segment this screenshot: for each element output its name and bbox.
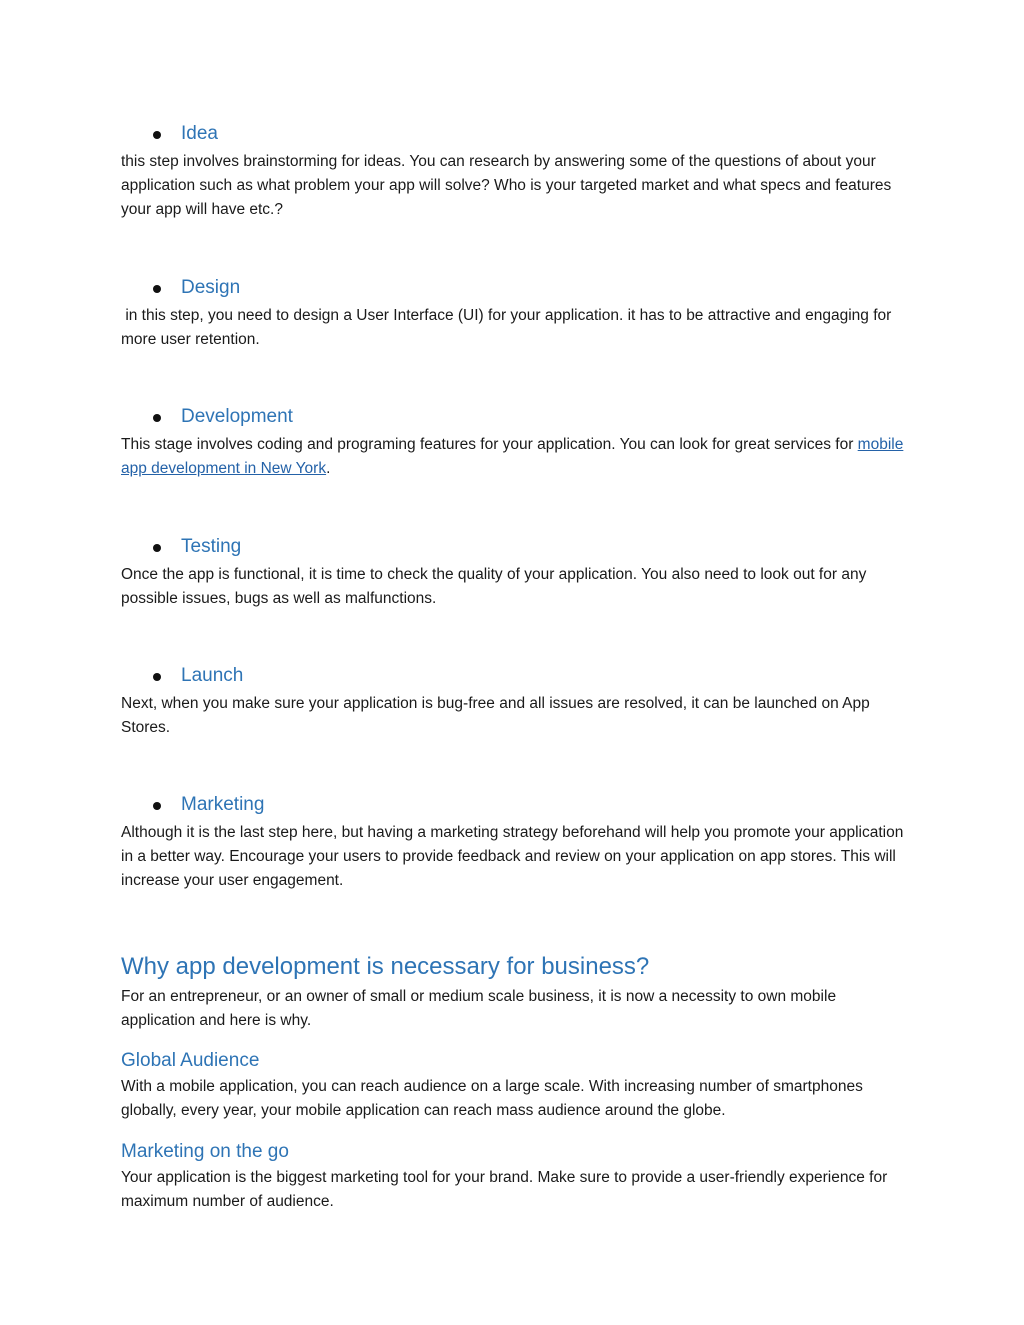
step-title: Launch — [181, 665, 244, 686]
step-testing — [121, 535, 911, 611]
step-title: Testing — [181, 536, 242, 557]
bullet-icon — [153, 285, 161, 293]
section-heading-why: Why app development is necessary for business? — [121, 953, 650, 980]
step-description: Once the app is functional, it is time to check the quality of your application. You also need to look out for any possible issues, bugs as well as malfunctions. — [121, 566, 867, 607]
subsection-global-audience — [121, 1049, 911, 1123]
step-title: Development — [181, 406, 293, 427]
bullet-icon — [153, 802, 161, 810]
why-intro — [121, 985, 911, 1033]
step-description: this step involves brainstorming for ideas. You can research by answering some of the questions of about your application such as what problem your app will solve? Who is your targeted market and what specs and features your app will have etc.? — [121, 153, 892, 218]
bullet-icon — [153, 544, 161, 552]
step-description — [121, 433, 911, 481]
subsection-marketing-on-the-go — [121, 1140, 911, 1214]
step-design — [121, 276, 911, 352]
step-description-end: . — [326, 460, 331, 477]
bullet-icon — [153, 673, 161, 681]
subsection-text: Your application is the biggest marketing tool for your brand. Make sure to provide a user-friendly experience for maximum number of audience. — [121, 1169, 888, 1210]
step-description: Next, when you make sure your application is bug-free and all issues are resolved, it can be launched on App Stores. — [121, 695, 870, 736]
subsection-heading: Global Audience — [121, 1050, 260, 1071]
step-launch — [121, 664, 911, 740]
step-title: Design — [181, 277, 241, 298]
subsection-text: With a mobile application, you can reach audience on a large scale. With increasing number of smartphones globally, every year, your mobile application can reach mass audience around the globe. — [121, 1078, 863, 1119]
bullet-icon — [153, 131, 161, 139]
step-description: in this step, you need to design a User Interface (UI) for your application. it has to be attractive and engaging for more user retention. — [121, 307, 896, 348]
step-heading — [121, 664, 911, 692]
step-heading — [121, 793, 911, 821]
step-description-text: This stage involves coding and programing features for your application. You can look for great services for — [121, 436, 858, 453]
why-intro-text: For an entrepreneur, or an owner of small or medium scale business, it is now a necessity to own mobile application and here is why. — [121, 988, 837, 1029]
step-idea — [121, 122, 911, 222]
step-heading — [121, 535, 911, 563]
step-marketing — [121, 793, 911, 893]
step-description: Although it is the last step here, but having a marketing strategy beforehand will help you promote your application in a better way. Encourage your users to provide feedback and review on your application on app stores. This will increase your user engagement. — [121, 824, 904, 889]
step-title: Idea — [181, 123, 218, 144]
mobile-app-development-link[interactable]: mobile app development in New York — [121, 436, 904, 477]
step-heading — [121, 122, 911, 150]
step-heading — [121, 276, 911, 304]
step-title: Marketing — [181, 794, 265, 815]
step-development — [121, 405, 911, 481]
bullet-icon — [153, 414, 161, 422]
subsection-heading: Marketing on the go — [121, 1141, 289, 1162]
step-heading — [121, 405, 911, 433]
